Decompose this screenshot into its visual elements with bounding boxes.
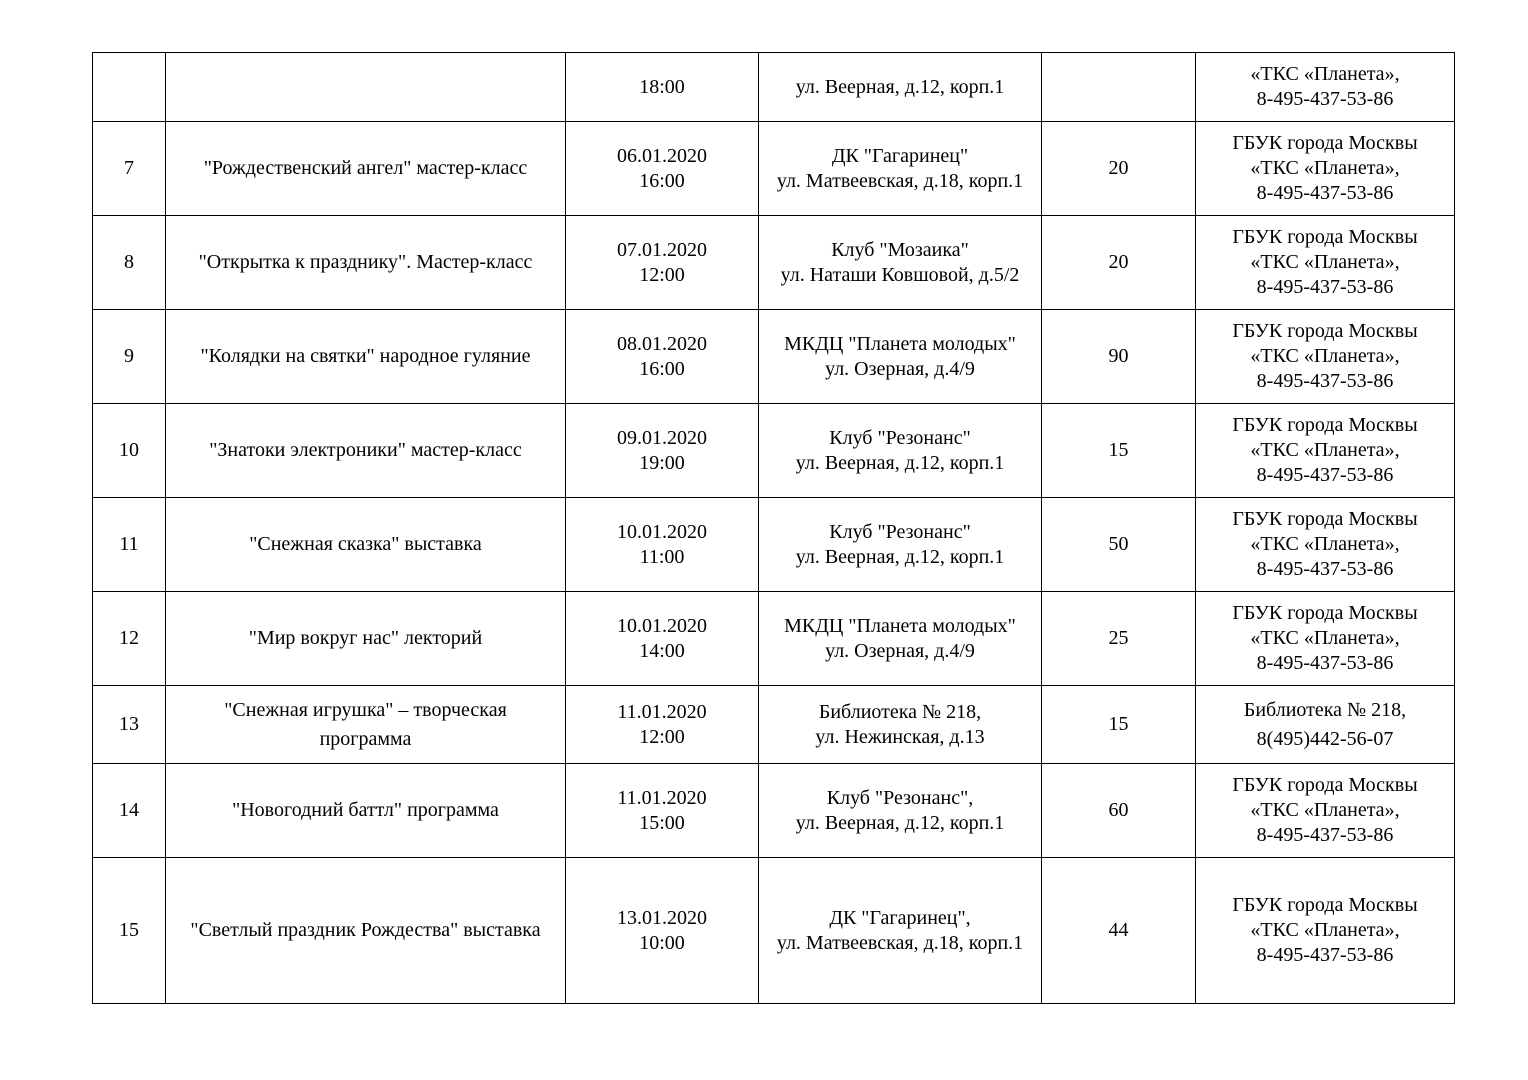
cell-datetime: 06.01.2020 16:00 <box>566 122 759 216</box>
cell-datetime: 18:00 <box>566 53 759 122</box>
table-row <box>93 216 1455 310</box>
cell-count: 15 <box>1042 686 1196 764</box>
cell-place: Клуб "Резонанс", ул. Веерная, д.12, корп.1 <box>759 764 1042 858</box>
cell-organizer: ГБУК города Москвы «ТКС «Планета», 8-495-437-53-86 <box>1196 498 1455 592</box>
cell-event-name: "Колядки на святки" народное гуляние <box>166 310 566 404</box>
cell-organizer: ГБУК города Москвы «ТКС «Планета», 8-495-437-53-86 <box>1196 122 1455 216</box>
cell-organizer: ГБУК города Москвы «ТКС «Планета», 8-495-437-53-86 <box>1196 404 1455 498</box>
cell-count: 60 <box>1042 764 1196 858</box>
cell-place: МКДЦ "Планета молодых" ул. Озерная, д.4/9 <box>759 310 1042 404</box>
cell-event-name: "Снежная игрушка" – творческая программа <box>166 686 566 764</box>
cell-datetime: 09.01.2020 19:00 <box>566 404 759 498</box>
cell-number: 8 <box>93 216 166 310</box>
cell-organizer: Библиотека № 218, 8(495)442-56-07 <box>1196 686 1455 764</box>
table-row <box>93 404 1455 498</box>
table-row <box>93 592 1455 686</box>
cell-event-name: "Мир вокруг нас" лекторий <box>166 592 566 686</box>
cell-number: 15 <box>93 858 166 1004</box>
table-row <box>93 686 1455 764</box>
cell-number <box>93 53 166 122</box>
cell-organizer: ГБУК города Москвы «ТКС «Планета», 8-495-437-53-86 <box>1196 764 1455 858</box>
cell-number: 10 <box>93 404 166 498</box>
cell-datetime: 07.01.2020 12:00 <box>566 216 759 310</box>
cell-count: 25 <box>1042 592 1196 686</box>
cell-datetime: 08.01.2020 16:00 <box>566 310 759 404</box>
cell-place: ДК "Гагаринец" ул. Матвеевская, д.18, корп.1 <box>759 122 1042 216</box>
cell-count: 15 <box>1042 404 1196 498</box>
cell-event-name: "Открытка к празднику". Мастер-класс <box>166 216 566 310</box>
cell-number: 13 <box>93 686 166 764</box>
cell-event-name: "Новогодний баттл" программа <box>166 764 566 858</box>
cell-number: 9 <box>93 310 166 404</box>
cell-place: ДК "Гагаринец", ул. Матвеевская, д.18, корп.1 <box>759 858 1042 1004</box>
cell-event-name: "Снежная сказка" выставка <box>166 498 566 592</box>
cell-number: 12 <box>93 592 166 686</box>
cell-count: 20 <box>1042 122 1196 216</box>
cell-count <box>1042 53 1196 122</box>
cell-datetime: 11.01.2020 15:00 <box>566 764 759 858</box>
cell-datetime: 11.01.2020 12:00 <box>566 686 759 764</box>
cell-count: 20 <box>1042 216 1196 310</box>
cell-organizer: ГБУК города Москвы «ТКС «Планета», 8-495-437-53-86 <box>1196 310 1455 404</box>
events-table <box>92 52 1455 1004</box>
table-row <box>93 310 1455 404</box>
cell-number: 14 <box>93 764 166 858</box>
table-row <box>93 764 1455 858</box>
cell-place: Клуб "Мозаика" ул. Наташи Ковшовой, д.5/2 <box>759 216 1042 310</box>
cell-count: 44 <box>1042 858 1196 1004</box>
cell-datetime: 10.01.2020 14:00 <box>566 592 759 686</box>
cell-count: 50 <box>1042 498 1196 592</box>
table-row <box>93 498 1455 592</box>
cell-datetime: 13.01.2020 10:00 <box>566 858 759 1004</box>
cell-organizer: ГБУК города Москвы «ТКС «Планета», 8-495-437-53-86 <box>1196 592 1455 686</box>
cell-organizer: ГБУК города Москвы «ТКС «Планета», 8-495-437-53-86 <box>1196 216 1455 310</box>
table-row <box>93 858 1455 1004</box>
cell-place: Библиотека № 218, ул. Нежинская, д.13 <box>759 686 1042 764</box>
cell-event-name <box>166 53 566 122</box>
cell-event-name: "Рождественский ангел" мастер-класс <box>166 122 566 216</box>
table-row <box>93 53 1455 122</box>
table-row <box>93 122 1455 216</box>
cell-place: ул. Веерная, д.12, корп.1 <box>759 53 1042 122</box>
cell-datetime: 10.01.2020 11:00 <box>566 498 759 592</box>
cell-count: 90 <box>1042 310 1196 404</box>
cell-place: МКДЦ "Планета молодых" ул. Озерная, д.4/9 <box>759 592 1042 686</box>
cell-number: 11 <box>93 498 166 592</box>
cell-organizer: «ТКС «Планета», 8-495-437-53-86 <box>1196 53 1455 122</box>
cell-event-name: "Знатоки электроники" мастер-класс <box>166 404 566 498</box>
cell-number: 7 <box>93 122 166 216</box>
cell-place: Клуб "Резонанс" ул. Веерная, д.12, корп.1 <box>759 498 1042 592</box>
cell-organizer: ГБУК города Москвы «ТКС «Планета», 8-495-437-53-86 <box>1196 858 1455 1004</box>
cell-place: Клуб "Резонанс" ул. Веерная, д.12, корп.1 <box>759 404 1042 498</box>
cell-event-name: "Светлый праздник Рождества" выставка <box>166 858 566 1004</box>
